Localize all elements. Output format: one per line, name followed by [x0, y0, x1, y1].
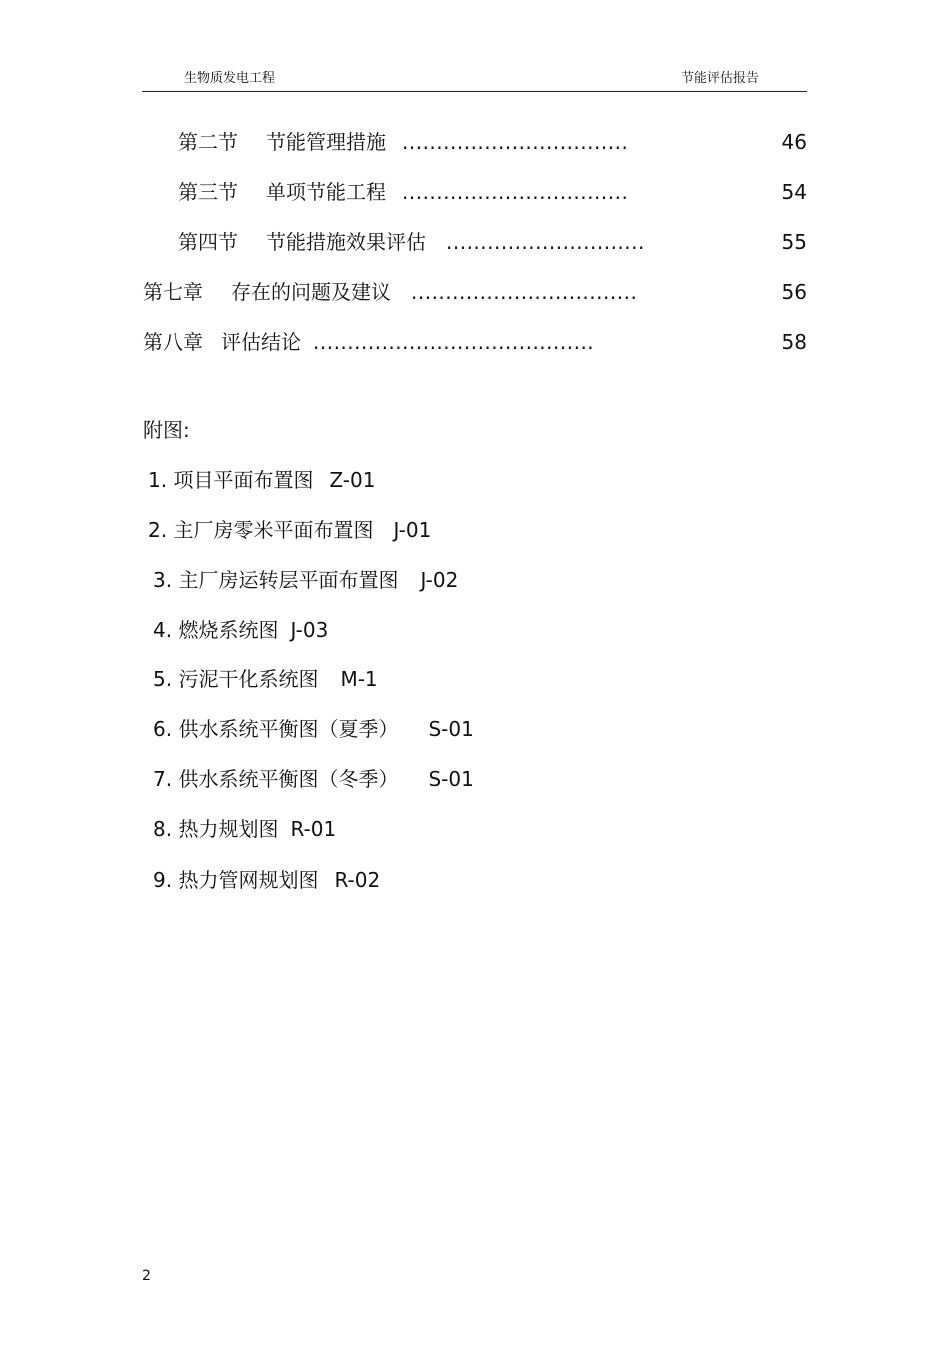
- appendix-item: [153, 865, 380, 895]
- toc-entry: [178, 127, 628, 157]
- appendix-item-title: 5. 污泥干化系统图: [153, 667, 319, 691]
- toc-entry: [178, 227, 645, 257]
- appendix-item: [153, 714, 474, 744]
- toc-entry-label: 第八章: [143, 330, 203, 354]
- toc-leader-dots: .................................: [402, 130, 629, 154]
- drawing-code: M-1: [340, 667, 378, 691]
- toc-entry-title: 节能措施效果评估: [266, 230, 426, 254]
- page-number: 2: [142, 1268, 151, 1284]
- drawing-code: R-02: [334, 868, 381, 892]
- appendix-item: [153, 615, 328, 645]
- toc-leader-dots: .................................: [411, 280, 638, 304]
- toc-page-number: 54: [781, 180, 807, 204]
- toc-entry-label: 第七章: [143, 280, 203, 304]
- appendix-item-title: 9. 热力管网规划图: [153, 868, 319, 892]
- appendix-item-title: 4. 燃烧系统图: [153, 618, 279, 642]
- appendix-item-title: 1. 项目平面布置图: [148, 468, 314, 492]
- toc-page-number: 46: [781, 130, 807, 154]
- appendix-item: [153, 764, 474, 794]
- toc-leader-dots: .............................: [446, 230, 645, 254]
- appendix-item-title: 7. 供水系统平衡图（冬季）: [153, 767, 399, 791]
- toc-page-number: 55: [781, 230, 807, 254]
- appendix-heading: 附图:: [143, 418, 190, 442]
- appendix-item: [153, 814, 336, 844]
- toc-leader-dots: .................................: [402, 180, 629, 204]
- appendix-item-title: 3. 主厂房运转层平面布置图: [153, 568, 399, 592]
- toc-entry-label: 第三节: [178, 180, 238, 204]
- drawing-code: S-01: [428, 717, 474, 741]
- drawing-code: Z-01: [329, 468, 376, 492]
- appendix-item-title: 8. 热力规划图: [153, 817, 279, 841]
- header-divider: [142, 91, 807, 92]
- drawing-code: J-01: [393, 518, 432, 542]
- drawing-code: S-01: [428, 767, 474, 791]
- appendix-item-title: 2. 主厂房零米平面布置图: [148, 518, 374, 542]
- toc-page-number: 56: [781, 280, 807, 304]
- running-header-left: 生物质发电工程: [184, 71, 276, 86]
- appendix-item: [148, 465, 375, 495]
- appendix-item-title: 6. 供水系统平衡图（夏季）: [153, 717, 399, 741]
- toc-entry-title: 评估结论: [221, 330, 301, 354]
- appendix-item: [153, 664, 378, 694]
- toc-page-number: 58: [781, 330, 807, 354]
- appendix-item: [153, 565, 458, 595]
- running-header-right: 节能评估报告: [681, 71, 760, 86]
- toc-entry-title: 存在的问题及建议: [231, 280, 391, 304]
- toc-leader-dots: .........................................: [313, 330, 595, 354]
- toc-entry: [178, 177, 628, 207]
- toc-entry-title: 节能管理措施: [266, 130, 386, 154]
- drawing-code: J-03: [290, 618, 329, 642]
- toc-entry-title: 单项节能工程: [266, 180, 386, 204]
- toc-entry-label: 第二节: [178, 130, 238, 154]
- toc-entry-label: 第四节: [178, 230, 238, 254]
- toc-entry: [143, 327, 594, 357]
- drawing-code: R-01: [290, 817, 337, 841]
- drawing-code: J-02: [420, 568, 459, 592]
- toc-entry: [143, 277, 637, 307]
- appendix-item: [148, 515, 431, 545]
